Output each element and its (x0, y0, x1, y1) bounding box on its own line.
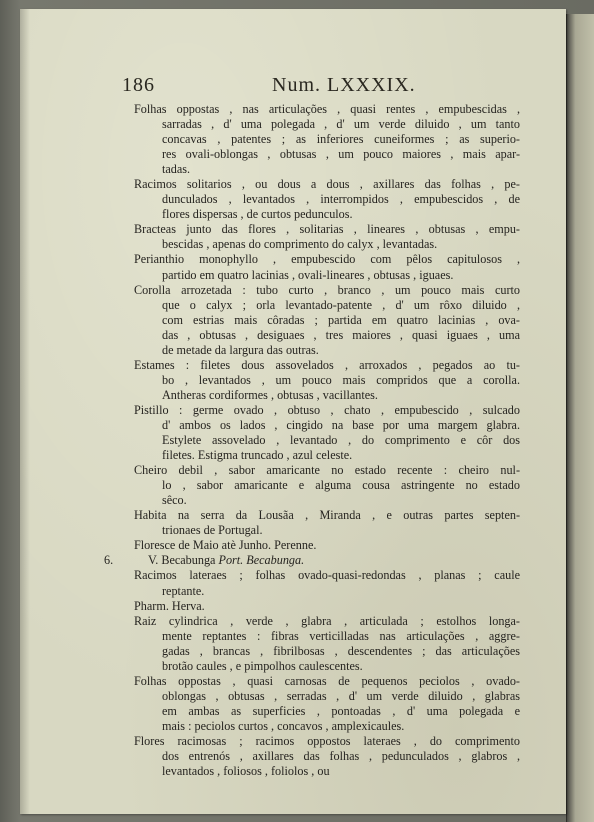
text-line: Folhas oppostas , quasi carnosas de pequenos peciolos , ovado- (134, 673, 520, 688)
text-line: Raiz cylindrica , verde , glabra , articulada ; estolhos longa- (134, 613, 520, 628)
text-line: filetes. Estigma truncado , azul celeste. (162, 448, 353, 463)
species-entry-heading (104, 553, 520, 568)
text-line: sêco. (162, 493, 187, 508)
text-line: Pharm. Herva. (134, 598, 205, 613)
page-number: 186 (122, 74, 155, 96)
description-paragraphs (134, 102, 520, 553)
text-line: com estrias mais côradas ; partida em quatro lacinias , ova- (162, 312, 520, 327)
running-title: Num. LXXXIX. (272, 74, 416, 96)
text-line: gadas , brancas , fibrilbosas , descendentes ; das articulações (162, 643, 520, 658)
text-line: Bracteas junto das flores , solitarias , lineares , obtusas , empu- (134, 222, 520, 237)
text-line: Folhas oppostas , nas articulações , quasi rentes , empubescidas , (134, 102, 520, 116)
text-line: mente reptantes : fibras verticilladas nas articulações , aggre- (162, 628, 520, 643)
text-line: dunculados , levantados , interrompidos , empubescidos , de (162, 192, 520, 207)
text-line: de metade da largura das outras. (162, 342, 319, 357)
text-line: Estylete assovelado , levantado , do comprimento e côr dos (162, 433, 520, 448)
text-line: tadas. (162, 162, 191, 177)
text-line: lo , sabor amaricante e alguma cousa astringente no estado (162, 478, 520, 493)
text-line: reptante. (162, 583, 205, 598)
text-line: que o calyx ; orla levantado-patente , d' um rôxo diluido , (162, 297, 520, 312)
vernacular-name: Port. Becabunga. (218, 553, 305, 568)
text-line: Perianthio monophyllo , empubescido com pêlos capitulosos , (134, 252, 520, 267)
entry-title-line (134, 553, 520, 568)
paragraph (134, 177, 520, 222)
species-description-paragraphs (134, 568, 520, 779)
text-line: das , obtusas , desiguaes , tres maiores , quasi iguaes , uma (162, 327, 520, 342)
text-line: bescidas , apenas do comprimento do calyx , levantadas. (162, 237, 438, 252)
text-line: Flores racimosas ; racimos oppostos lateraes , do comprimento (134, 733, 520, 748)
text-line: Racimos lateraes ; folhas ovado-quasi-redondas , planas ; caule (134, 568, 520, 583)
entry-number: 6. (104, 553, 114, 568)
text-line: Floresce de Maio atè Junho. Perenne. (134, 538, 317, 553)
paragraph (134, 614, 520, 674)
text-line: flores dispersas , de curtos pedunculos. (162, 207, 353, 222)
paragraph (134, 508, 520, 538)
page-header (122, 74, 522, 100)
text-line: d' ambos os lados , cingido na base por uma margem glabra. (162, 417, 520, 432)
paragraph (134, 463, 520, 508)
paragraph (134, 283, 520, 358)
text-line: mais : peciolos curtos , concavos , amplexicaules. (162, 718, 405, 733)
text-line: Estames : filetes dous assovelados , arroxados , pegados ao tu- (134, 357, 520, 372)
text-line: concavas , patentes ; as inferiores cuneiformes ; as superio- (162, 132, 520, 147)
adjacent-page-edge (566, 14, 594, 822)
text-line: Antheras cordiformes , obtusas , vacillantes. (162, 387, 378, 402)
text-line: Habita na serra da Lousãa , Miranda , e outras partes septen- (134, 508, 520, 523)
paragraph (134, 252, 520, 282)
paragraph (134, 538, 520, 553)
text-line: Corolla arrozetada : tubo curto , branco , um pouco mais curto (134, 282, 520, 297)
paragraph (134, 599, 520, 614)
paragraph (134, 734, 520, 779)
text-line: dos entrenós , axillares das folhas , pedunculados , glabros , (162, 749, 520, 764)
text-line: brotão caules , e pimpolhos caulescentes. (162, 658, 363, 673)
species-name: V. Becabunga (148, 553, 216, 568)
text-line: res ovali-oblongas , obtusas , um pouco maiores , mais apar- (162, 147, 520, 162)
paragraph (134, 568, 520, 598)
paragraph (134, 674, 520, 734)
text-line: partido em quatro lacinias , ovali-lineares , obtusas , iguaes. (162, 267, 454, 282)
text-line: oblongas , obtusas , serradas , d' um verde diluido , glabras (162, 688, 520, 703)
text-line: levantados , foliosos , foliolos , ou (162, 764, 330, 779)
text-line: sarradas , d' uma polegada , d' um verde diluido , um tanto (162, 117, 520, 132)
text-line: Racimos solitarios , ou dous a dous , axillares das folhas , pe- (134, 177, 520, 192)
text-line: trionaes de Portugal. (162, 523, 263, 538)
paragraph (134, 222, 520, 252)
text-line: Cheiro debil , sabor amaricante no estado recente : cheiro nul- (134, 463, 520, 478)
text-line: Pistillo : germe ovado , obtuso , chato , empubescido , sulcado (134, 402, 520, 417)
text-line: em ambas as superficies , pontoadas , d' uma polegada e (162, 703, 520, 718)
text-line: bo , levantados , um pouco mais compridos que a corolla. (162, 372, 520, 387)
body-text (104, 102, 520, 779)
paragraph (134, 358, 520, 403)
paragraph (134, 102, 520, 177)
paragraph (134, 403, 520, 463)
